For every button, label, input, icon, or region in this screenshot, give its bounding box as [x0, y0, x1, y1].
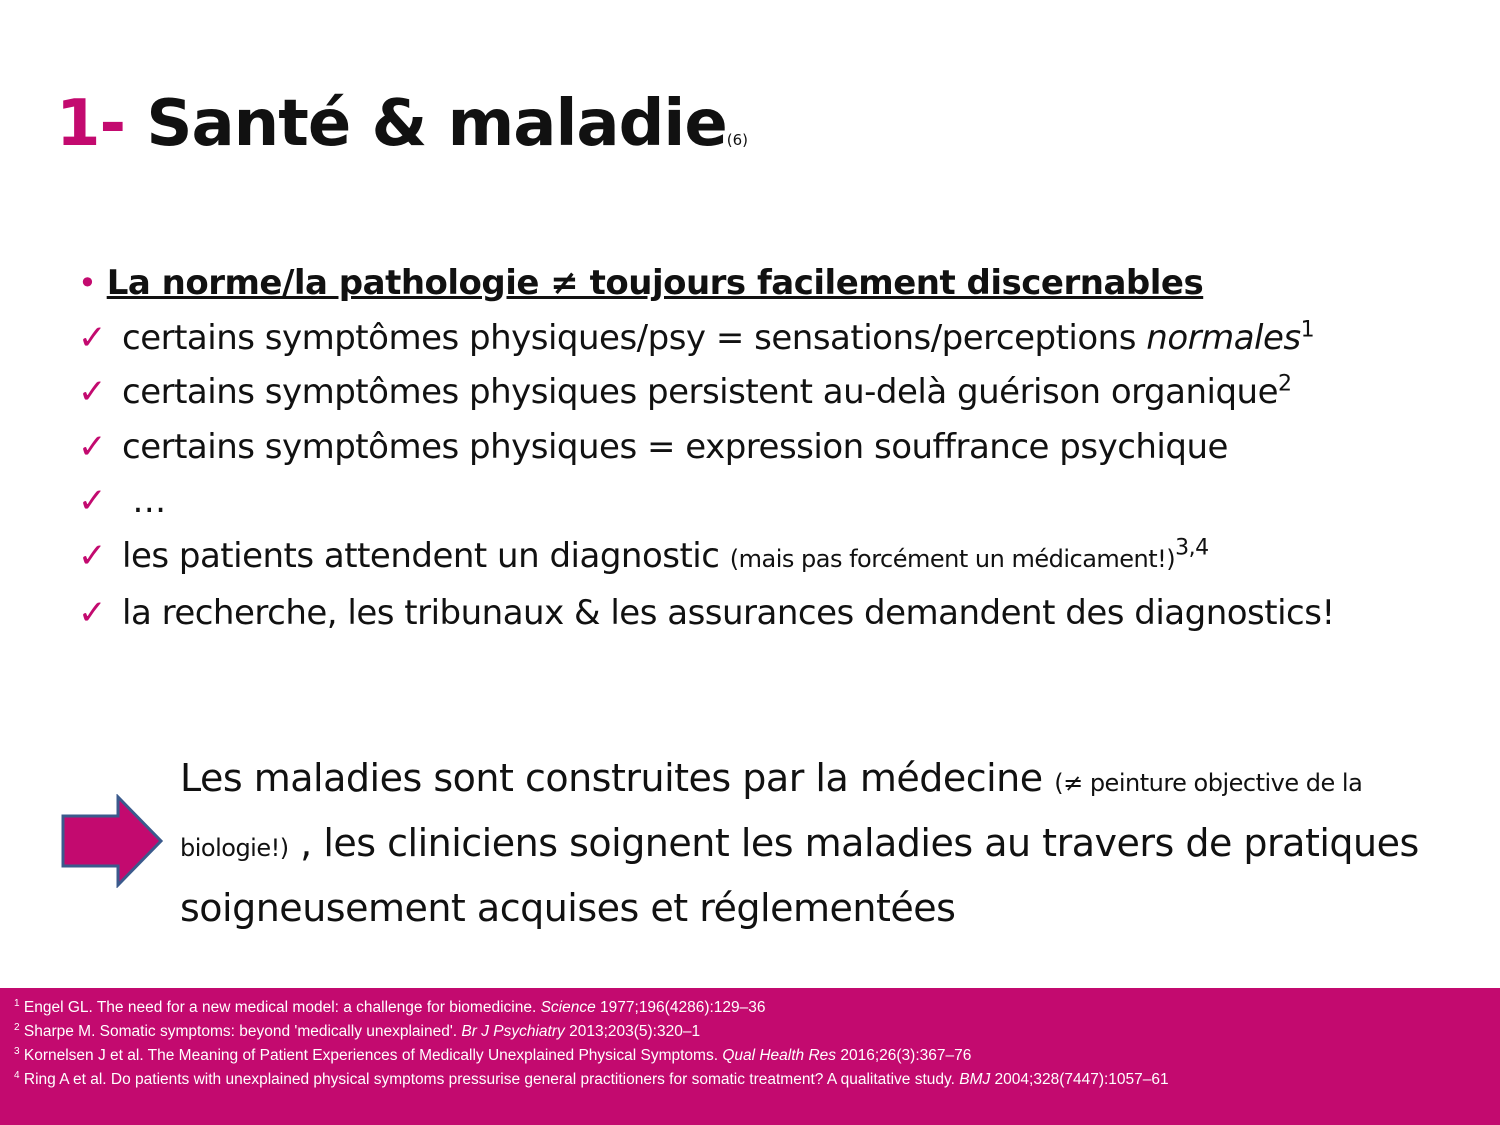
reference-journal: BMJ [959, 1071, 991, 1088]
conclusion-aside: (≠ peinture objective de la biologie!) [180, 769, 1363, 862]
reference-number: 2 [14, 1021, 20, 1033]
reference-number: 1 [14, 997, 20, 1009]
reference-text: Ring A et al. Do patients with unexplained physical symptoms pressurise general practitioners for somatic treatment? A qualitative study. [23, 1071, 960, 1088]
bullet-heading: La norme/la pathologie ≠ toujours facilement discernables [106, 263, 1204, 303]
item-aside: (mais pas forcément un médicament!) [729, 544, 1176, 573]
bullet-heading-line [78, 256, 1488, 311]
check-icon: ✓ [78, 535, 106, 576]
reference-text: Sharpe M. Somatic symptoms: beyond 'medically unexplained'. [23, 1023, 462, 1040]
right-arrow-icon [60, 794, 164, 888]
list-item [78, 420, 1488, 475]
reference-tail: 2004;328(7447):1057–61 [990, 1071, 1169, 1088]
bullet-dot-icon: • [78, 264, 97, 302]
check-icon: ✓ [78, 317, 106, 358]
references-footer [0, 988, 1500, 1125]
reference-journal: Science [540, 999, 596, 1016]
reference-number: 4 [14, 1069, 20, 1081]
conclusion-part-1: Les maladies sont construites par la médecine [180, 756, 1055, 800]
item-footnote-ref: 3,4 [1175, 535, 1209, 561]
item-text: certains symptômes physiques = expression souffrance psychique [122, 426, 1228, 467]
check-icon: ✓ [78, 593, 106, 633]
item-text: certains symptômes physiques/psy = sensations/perceptions [122, 317, 1147, 358]
list-item [78, 529, 1488, 587]
title-text: Santé & maladie [146, 87, 727, 161]
reference-tail: 1977;196(4286):129–36 [595, 999, 766, 1016]
item-text: les patients attendent un diagnostic [122, 535, 730, 576]
title-reference: (6) [726, 131, 748, 149]
list-item [78, 474, 1488, 529]
item-footnote-ref: 1 [1300, 317, 1315, 343]
reference-journal: Qual Health Res [722, 1047, 837, 1064]
check-icon: ✓ [78, 481, 106, 521]
reference-item [14, 1020, 1169, 1044]
list-item [78, 586, 1488, 641]
reference-item [14, 996, 1169, 1020]
reference-item [14, 1068, 1169, 1092]
reference-item [14, 1044, 1169, 1068]
item-emphasis: normales [1146, 317, 1301, 358]
item-text: la recherche, les tribunaux & les assurances demandent des diagnostics! [122, 593, 1335, 633]
item-footnote-ref: 2 [1278, 371, 1292, 397]
item-text: … [122, 481, 166, 521]
bullet-list [78, 256, 1488, 641]
check-icon: ✓ [78, 426, 106, 467]
reference-text: Engel GL. The need for a new medical model: a challenge for biomedicine. [23, 999, 541, 1016]
reference-tail: 2013;203(5):320–1 [564, 1023, 701, 1040]
page-title [56, 84, 748, 180]
reference-journal: Br J Psychiatry [461, 1023, 565, 1040]
reference-tail: 2016;26(3):367–76 [836, 1047, 972, 1064]
reference-text: Kornelsen J et al. The Meaning of Patient Experiences of Medically Unexplained Physical Symptoms. [23, 1047, 723, 1064]
conclusion-part-2: , les cliniciens soignent les maladies au travers de pratiques soigneusement acquises et réglementées [180, 821, 1419, 930]
reference-number: 3 [14, 1045, 20, 1057]
check-icon: ✓ [78, 372, 106, 412]
list-item [78, 311, 1488, 366]
conclusion-text [180, 748, 1470, 938]
item-text: certains symptômes physiques persistent au-delà guérison organique [122, 372, 1279, 412]
reference-list [14, 996, 1169, 1092]
list-item [78, 365, 1488, 420]
title-number: 1- [56, 87, 126, 161]
